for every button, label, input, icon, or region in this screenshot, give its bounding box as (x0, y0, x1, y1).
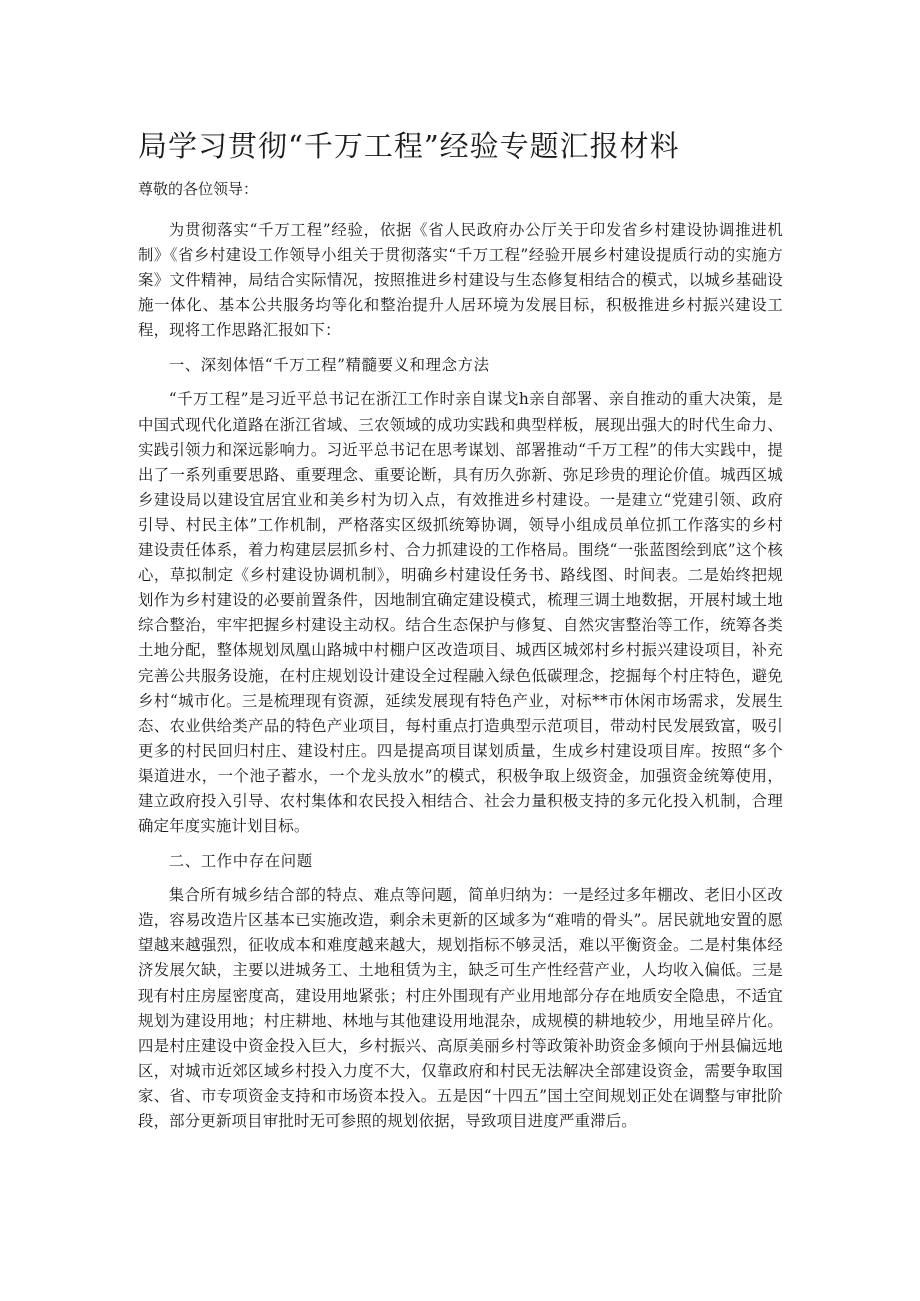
salutation: 尊敬的各位领导： (138, 180, 259, 198)
intro-paragraph: 为贯彻落实“千万工程”经验，依据《省人民政府办公厅关于印发省乡村建设协调推进机制》《省乡村建设工作领导小组关于贯彻落实“千万工程”经验开展乡村建设提质行动的实施方案》文件精神，局结合实际情况，按照推进乡村建设与生态修复相结合的模式，以城乡基础设施一体化、基本公共服务均等化和整治提升人居环境为发展目标，积极推进乡村振兴建设工程，现将工作思路汇报如下： (138, 221, 783, 340)
section-2-paragraph: 集合所有城乡结合部的特点、难点等问题，简单归纳为：一是经过多年棚改、老旧小区改造，容易改造片区基本已实施改造，剩余未更新的区域多为“难啃的骨头”。居民就地安置的愿望越来越强烈，征收成本和难度越来越大，规划指标不够灵活，难以平衡资金。二是村集体经济发展欠缺，主要以进城务工、土地租赁为主，缺乏可生产性经营产业，人均收入偏低。三是现有村庄房屋密度高，建设用地紧张；村庄外围现有产业用地部分存在地质安全隐患，不适宜规划为建设用地；村庄耕地、林地与其他建设用地混杂，成规模的耕地较少，用地呈碎片化。四是村庄建设中资金投入巨大，乡村振兴、高原美丽乡村等政策补助资金多倾向于州县偏远地区，对城市近郊区域乡村投入力度不大，仅靠政府和村民无法解决全部建设资金，需要争取国家、省、市专项资金支持和市场资本投入。五是因“十四五”国土空间规划正处在调整与审批阶段，部分更新项目审批时无可参照的规划依据，导致项目进度严重滞后。 (138, 886, 783, 1130)
section-1-heading: 一、深刻体悟“千万工程”精髓要义和理念方法 (168, 356, 490, 375)
document-title: 局学习贯彻“千万工程”经验专题汇报材料 (138, 129, 680, 163)
section-1-paragraph: “千万工程”是习近平总书记在浙江工作时亲自谋戈h亲自部署、亲自推动的重大决策，是中国式现代化道路在浙江省域、三农领域的成功实践和典型样板，展现出强大的时代生命力、实践引领力和深远影响力。习近平总书记在思考谋划、部署推动“千万工程”的伟大实践中，提出了一系列重要思路、重要理念、重要论断，具有历久弥新、弥足珍贵的理论价值。城西区城乡建设局以建设宜居宜业和美乡村为切入点，有效推进乡村建设。一是建立“党建引领、政府引导、村民主体”工作机制，严格落实区级抓统筹协调，领导小组成员单位抓工作落实的乡村建设责任体系，着力构建层层抓乡村、合力抓建设的工作格局。围绕“一张蓝图绘到底”这个核心，草拟制定《乡村建设协调机制》，明确乡村建设任务书、路线图、时间表。二是始终把规划作为乡村建设的必要前置条件，因地制宜确定建设模式，梳理三调土地数据，开展村域土地综合整治，牢牢把握乡村建设主动权。结合生态保护与修复、自然灾害整治等工作，统筹各类土地分配，整体规划凤凰山路城中村棚户区改造项目、城西区城郊村乡村振兴建设项目，补充完善公共服务设施，在村庄规划设计建设全过程融入绿色低碳理念，挖掘每个村庄特色，避免乡村“城市化。三是梳理现有资源，延续发展现有特色产业，对标**市休闲市场需求，发展生态、农业供给类产品的特色产业项目，每村重点打造典型示范项目，带动村民发展致富，吸引更多的村民回归村庄、建设村庄。四是提高项目谋划质量，生成乡村建设项目库。按照“多个渠道进水，一个池子蓄水，一个龙头放水”的模式，积极争取上级资金，加强资金统筹使用，建立政府投入引导、农村集体和农民投入相结合、社会力量积极支持的多元化投入机制，合理确定年度实施计划目标。 (138, 390, 783, 836)
document-body (138, 218, 783, 1134)
section-2-heading: 二、工作中存在问题 (168, 852, 313, 871)
